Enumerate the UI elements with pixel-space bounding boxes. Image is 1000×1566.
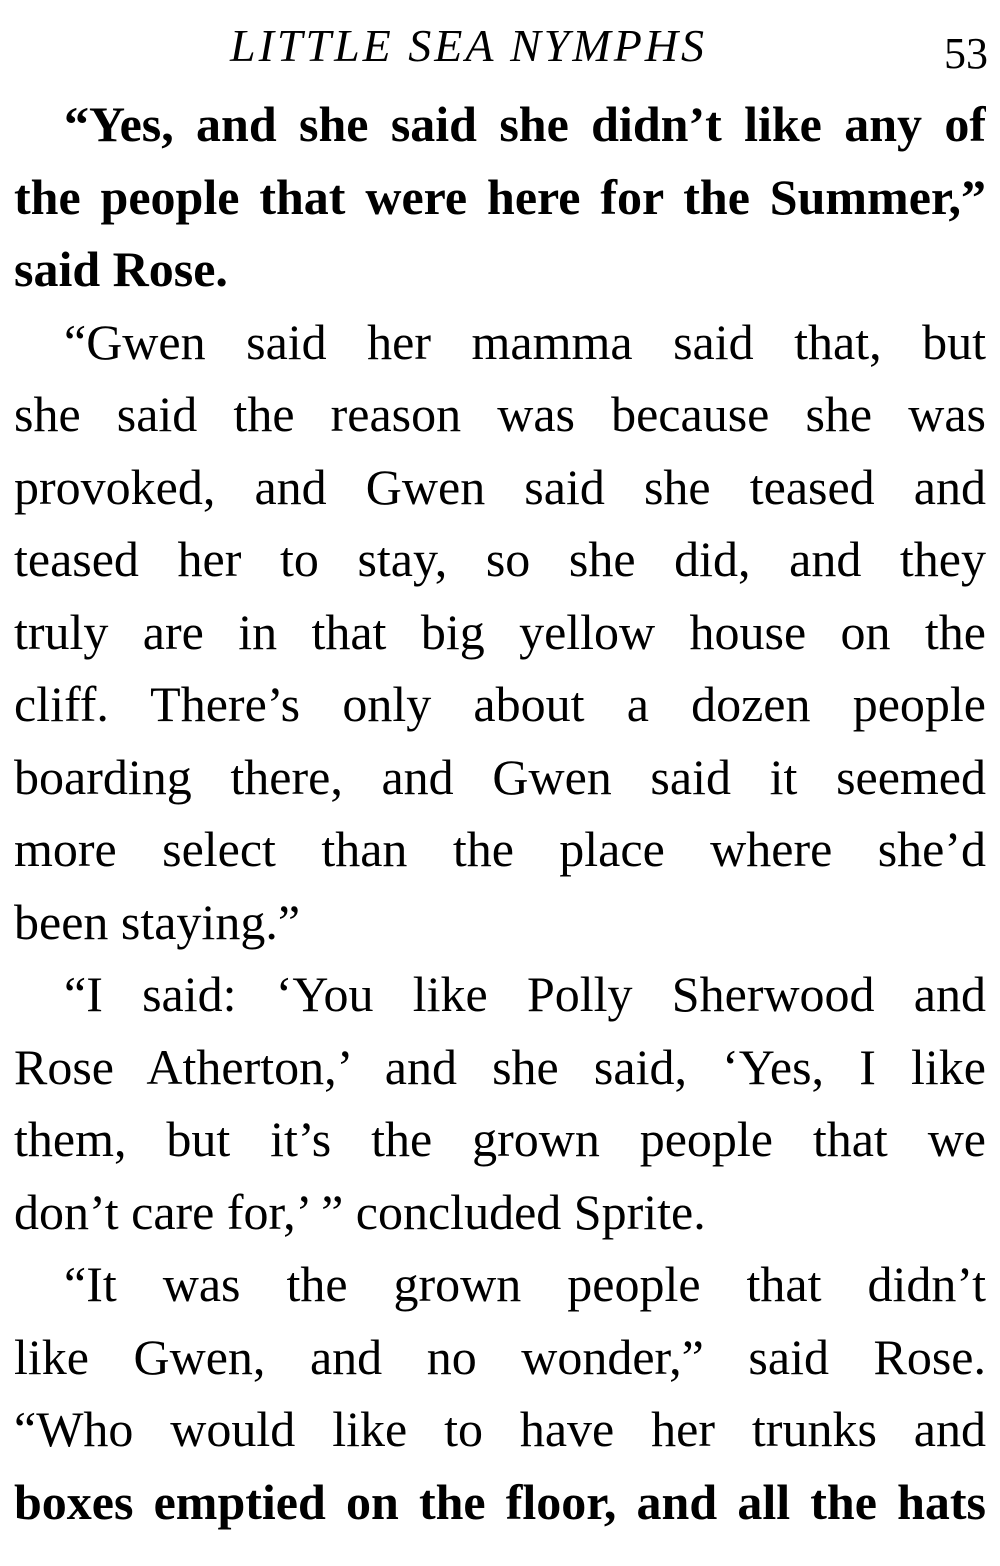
text-line: “Gwen said her mamma said that, but <box>64 313 986 370</box>
running-head <box>0 20 1000 80</box>
text-line: truly are in that big yellow house on the <box>14 603 986 660</box>
running-head-title: LITTLE SEA NYMPHS <box>230 20 708 71</box>
page-number: 53 <box>944 29 988 78</box>
text-line: teased her to stay, so she did, and they <box>14 531 986 587</box>
text-line: provoked, and Gwen said she teased and <box>14 458 986 515</box>
text-line: she said the reason was because she was <box>14 386 986 442</box>
text-line: like Gwen, and no wonder,” said Rose. <box>14 1328 986 1385</box>
text-line: don’t care for,’ ” concluded Sprite. <box>14 1183 706 1240</box>
body-text <box>14 88 986 1538</box>
text-line: “I said: ‘You like Polly Sherwood and <box>64 966 986 1022</box>
text-line: boxes emptied on the floor, and all the hats <box>14 1473 986 1530</box>
text-line: “It was the grown people that didn’t <box>64 1256 986 1312</box>
text-line: cliff. There’s only about a dozen people <box>14 676 986 732</box>
text-line: been staying.” <box>14 893 301 950</box>
text-line: boarding there, and Gwen said it seemed <box>14 748 986 805</box>
text-line: Rose Atherton,’ and she said, ‘Yes, I like <box>14 1038 986 1095</box>
text-line: “Yes, and she said she didn’t like any of <box>64 96 986 152</box>
text-line: the people that were here for the Summer,” <box>14 168 986 225</box>
text-line: them, but it’s the grown people that we <box>14 1111 986 1167</box>
text-line: “Who would like to have her trunks and <box>14 1401 986 1457</box>
text-line: more select than the place where she’d <box>14 821 986 877</box>
text-line: said Rose. <box>14 241 228 297</box>
